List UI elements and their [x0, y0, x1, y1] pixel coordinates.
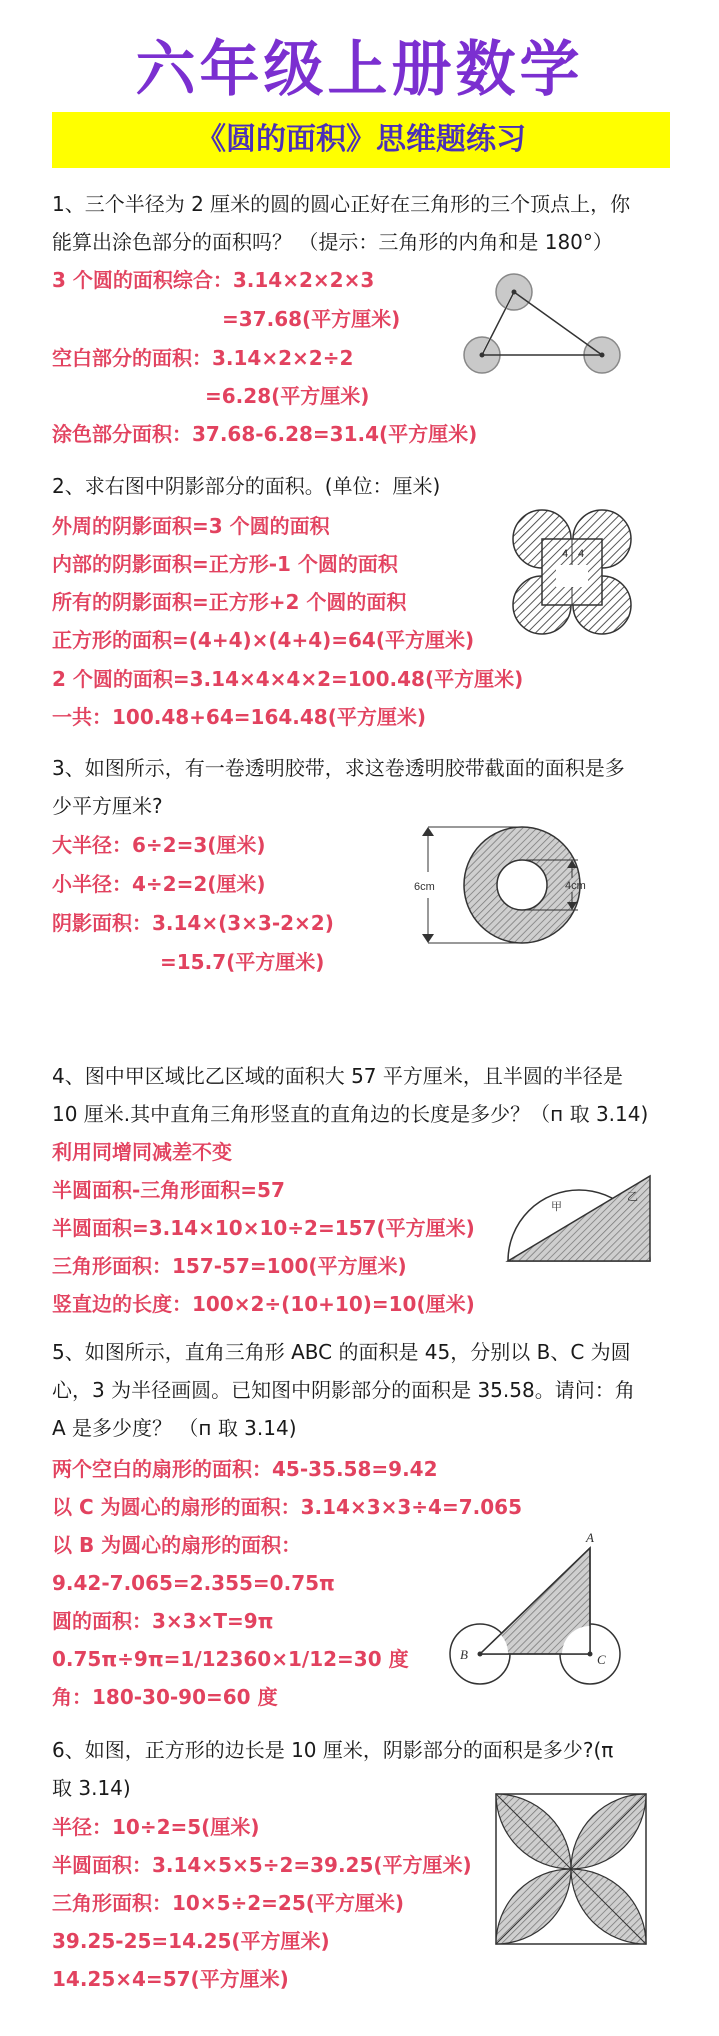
q2-answer-4: 正方形的面积=(4+4)×(4+4)=64(平方厘米) — [52, 628, 475, 652]
q4-answer-2: 半圆面积-三角形面积=57 — [52, 1178, 285, 1202]
q2-fig-label-left: 4 — [562, 548, 569, 560]
q5-answer-3: 以 B 为圆心的扇形的面积： — [52, 1533, 302, 1557]
q2-answer-3: 所有的阴影面积=正方形+2 个圆的面积 — [52, 590, 407, 614]
q1-answer-2: =37.68(平方厘米) — [222, 307, 401, 331]
q5-question-line3: A 是多少度？ （п 取 3.14) — [52, 1416, 297, 1440]
q6-answer-3: 三角形面积：10×5÷2=25(平方厘米) — [52, 1891, 405, 1915]
q5-fig-label-c: C — [597, 1652, 606, 1667]
q5-triangle-circles-figure — [440, 1528, 640, 1688]
q6-question-line2: 取 3.14) — [52, 1776, 131, 1800]
q3-fig-outer-label: 6cm — [414, 881, 435, 893]
q5-fig-label-b: B — [460, 1647, 468, 1662]
q4-answer-5: 竖直边的长度：100×2÷(10+10)=10(厘米) — [52, 1292, 475, 1316]
q4-answer-1: 利用同增同减差不变 — [52, 1140, 232, 1164]
q3-answer-4: =15.7(平方厘米) — [160, 950, 325, 974]
q3-answer-2: 小半径：4÷2=2(厘米) — [52, 872, 266, 896]
q4-question-line1: 4、图中甲区域比乙区域的面积大 57 平方厘米，且半圆的半径是 — [52, 1064, 623, 1088]
q2-answer-6: 一共：100.48+64=164.48(平方厘米) — [52, 705, 426, 729]
q6-answer-1: 半径：10÷2=5(厘米) — [52, 1815, 260, 1839]
q3-question-line2: 少平方厘米? — [52, 794, 163, 818]
q4-answer-3: 半圆面积=3.14×10×10÷2=157(平方厘米) — [52, 1216, 475, 1240]
q5-answer-6: 0.75π÷9π=1/12360×1/12=30 度 — [52, 1647, 409, 1671]
q5-question-line2: 心，3 为半径画圆。已知图中阴影部分的面积是 35.58。请问：角 — [52, 1378, 635, 1402]
q1-question-line1: 1、三个半径为 2 厘米的圆的圆心正好在三角形的三个顶点上，你 — [52, 192, 631, 216]
q2-answer-2: 内部的阴影面积=正方形-1 个圆的面积 — [52, 552, 398, 576]
q1-answer-4: =6.28(平方厘米) — [205, 384, 370, 408]
q5-answer-5: 圆的面积：3×3×T=9π — [52, 1609, 274, 1633]
q4-answer-4: 三角形面积：157-57=100(平方厘米) — [52, 1254, 407, 1278]
q5-answer-4: 9.42-7.065=2.355=0.75π — [52, 1571, 335, 1595]
q2-question-line1: 2、求右图中阴影部分的面积。(单位：厘米) — [52, 474, 441, 498]
q6-question-line1: 6、如图，正方形的边长是 10 厘米，阴影部分的面积是多少?(π — [52, 1738, 614, 1762]
q4-fig-label-jia: 甲 — [551, 1201, 562, 1213]
q6-answer-2: 半圆面积：3.14×5×5÷2=39.25(平方厘米) — [52, 1853, 472, 1877]
q6-square-petals-figure — [492, 1790, 652, 1950]
q5-question-line1: 5、如图所示，直角三角形 ABC 的面积是 45，分别以 B、C 为圆 — [52, 1340, 631, 1364]
q2-answer-5: 2 个圆的面积=3.14×4×4×2=100.48(平方厘米) — [52, 667, 524, 691]
q1-question-line2: 能算出涂色部分的面积吗？ （提示：三角形的内角和是 180°） — [52, 230, 613, 254]
q1-triangle-circles-figure — [455, 265, 640, 380]
q3-fig-inner-label: 4cm — [565, 880, 586, 892]
q3-answer-1: 大半径：6÷2=3(厘米) — [52, 833, 266, 857]
page-subtitle: 《圆的面积》思维题练习 — [52, 112, 670, 168]
q5-answer-7: 角：180-30-90=60 度 — [52, 1685, 278, 1709]
q2-answer-1: 外周的阴影面积=3 个圆的面积 — [52, 514, 330, 538]
q3-answer-3: 阴影面积：3.14×(3×3-2×2) — [52, 911, 334, 935]
q1-answer-1: 3 个圆的面积综合：3.14×2×2×3 — [52, 268, 375, 292]
q3-tape-ring-figure — [410, 820, 620, 950]
q5-fig-label-a: A — [586, 1530, 594, 1545]
q2-four-circles-figure — [510, 505, 635, 640]
q1-answer-3: 空白部分的面积：3.14×2×2÷2 — [52, 346, 354, 370]
q4-fig-label-yi: 乙 — [627, 1191, 638, 1203]
q4-question-line2: 10 厘米.其中直角三角形竖直的直角边的长度是多少？（п 取 3.14) — [52, 1102, 649, 1126]
q5-answer-2: 以 C 为圆心的扇形的面积：3.14×3×3÷4=7.065 — [52, 1495, 522, 1519]
q6-answer-4: 39.25-25=14.25(平方厘米) — [52, 1929, 330, 1953]
q3-question-line1: 3、如图所示，有一卷透明胶带，求这卷透明胶带截面的面积是多 — [52, 756, 625, 780]
q1-answer-5: 涂色部分面积：37.68-6.28=31.4(平方厘米) — [52, 422, 478, 446]
q2-fig-label-right: 4 — [578, 548, 585, 560]
q5-answer-1: 两个空白的扇形的面积：45-35.58=9.42 — [52, 1457, 438, 1481]
q6-answer-5: 14.25×4=57(平方厘米) — [52, 1967, 289, 1991]
page-title: 六年级上册数学 — [135, 35, 584, 105]
q4-semicircle-triangle-figure — [505, 1168, 660, 1268]
